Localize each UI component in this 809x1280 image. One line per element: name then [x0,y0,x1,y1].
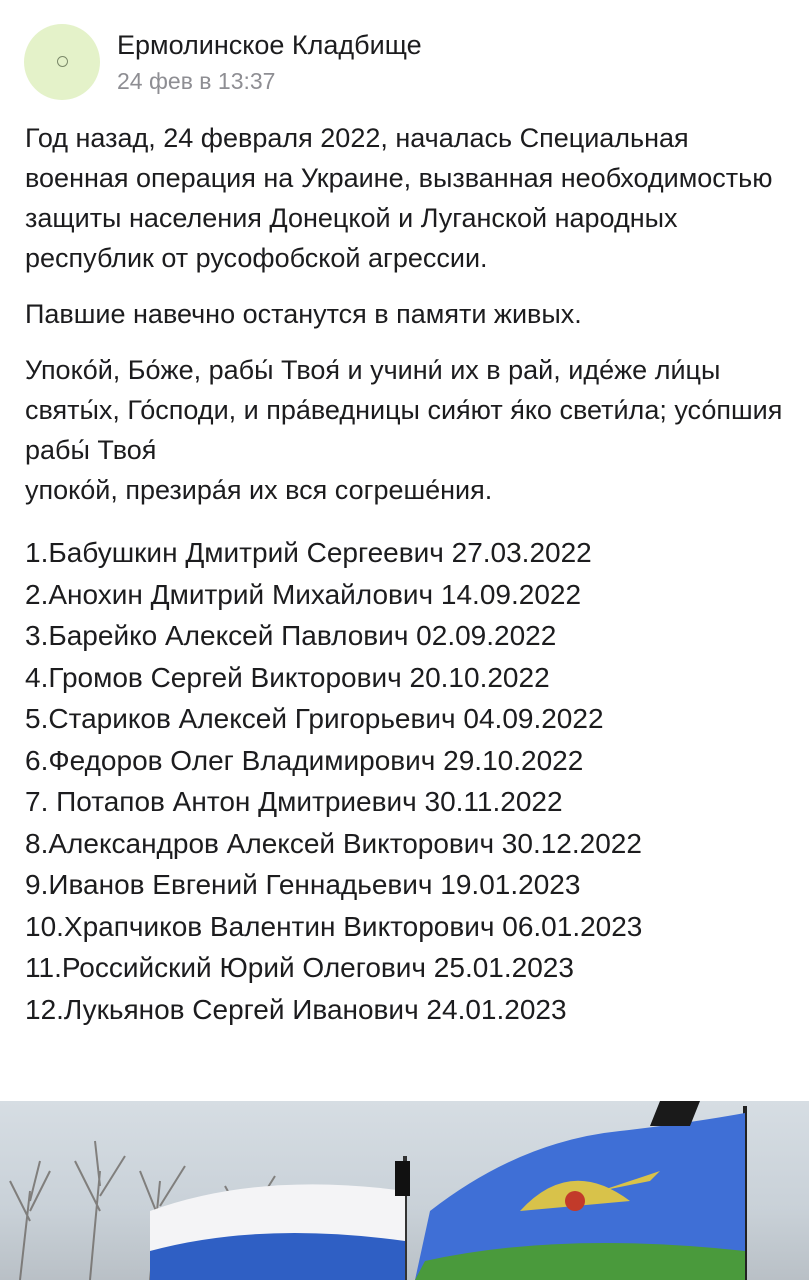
post-paragraph-memory: Павшие навечно останутся в памяти живых. [25,299,582,329]
list-item: 2.Анохин Дмитрий Михайлович 14.09.2022 [25,578,582,610]
list-item: 8.Александров Алексей Викторович 30.12.2022 [25,827,642,859]
list-item: 1.Бабушкин Дмитрий Сергеевич 27.03.2022 [25,537,592,568]
group-avatar[interactable] [24,24,100,100]
list-item: 10.Храпчиков Валентин Викторович 06.01.2023 [25,910,643,942]
list-item: 7. Потапов Антон Дмитриевич 30.11.2022 [25,786,563,817]
list-item: 4.Громов Сергей Викторович 20.10.2022 [25,661,550,693]
post-paragraph-intro: Год назад, 24 февраля 2022, началась Специальная военная операция на Украине, вызванная необходимостью защиты населения Донецкой и Луганской народных республик от русофобской агрессии. [25,123,773,273]
list-item: 11.Российский Юрий Олегович 25.01.2023 [25,952,574,983]
list-item: 12.Лукьянов Сергей Иванович 24.01.2023 [25,993,567,1025]
list-item: 9.Иванов Евгений Геннадьевич 19.01.2023 [25,869,581,900]
post-paragraph-prayer: Упоко́й, Бо́же, рабы́ Твоя́ и учини́ их в рай, иде́же ли́цы святы́х, Го́споди, и пра́ведницы сия́ют я́ко свети́ла; усо́пшия рабы́ Твоя́ упоко́й, презира́я их вся согреше́ния. [25,355,783,505]
post-photo[interactable] [0,1101,809,1280]
avatar-logo-icon [57,56,68,67]
post-timestamp: 24 фев в 13:37 [117,68,276,94]
post-header [24,24,784,100]
group-name[interactable]: Ермолинское Кладбище [117,30,422,60]
flags-photo-illustration [0,1101,809,1280]
list-item: 3.Барейко Алексей Павлович 02.09.2022 [25,620,557,651]
list-item: 6.Федоров Олег Владимирович 29.10.2022 [25,744,584,776]
fallen-list [25,532,795,1030]
list-item: 5.Стариков Алексей Григорьевич 04.09.2022 [25,703,604,734]
post-text [25,118,795,1030]
